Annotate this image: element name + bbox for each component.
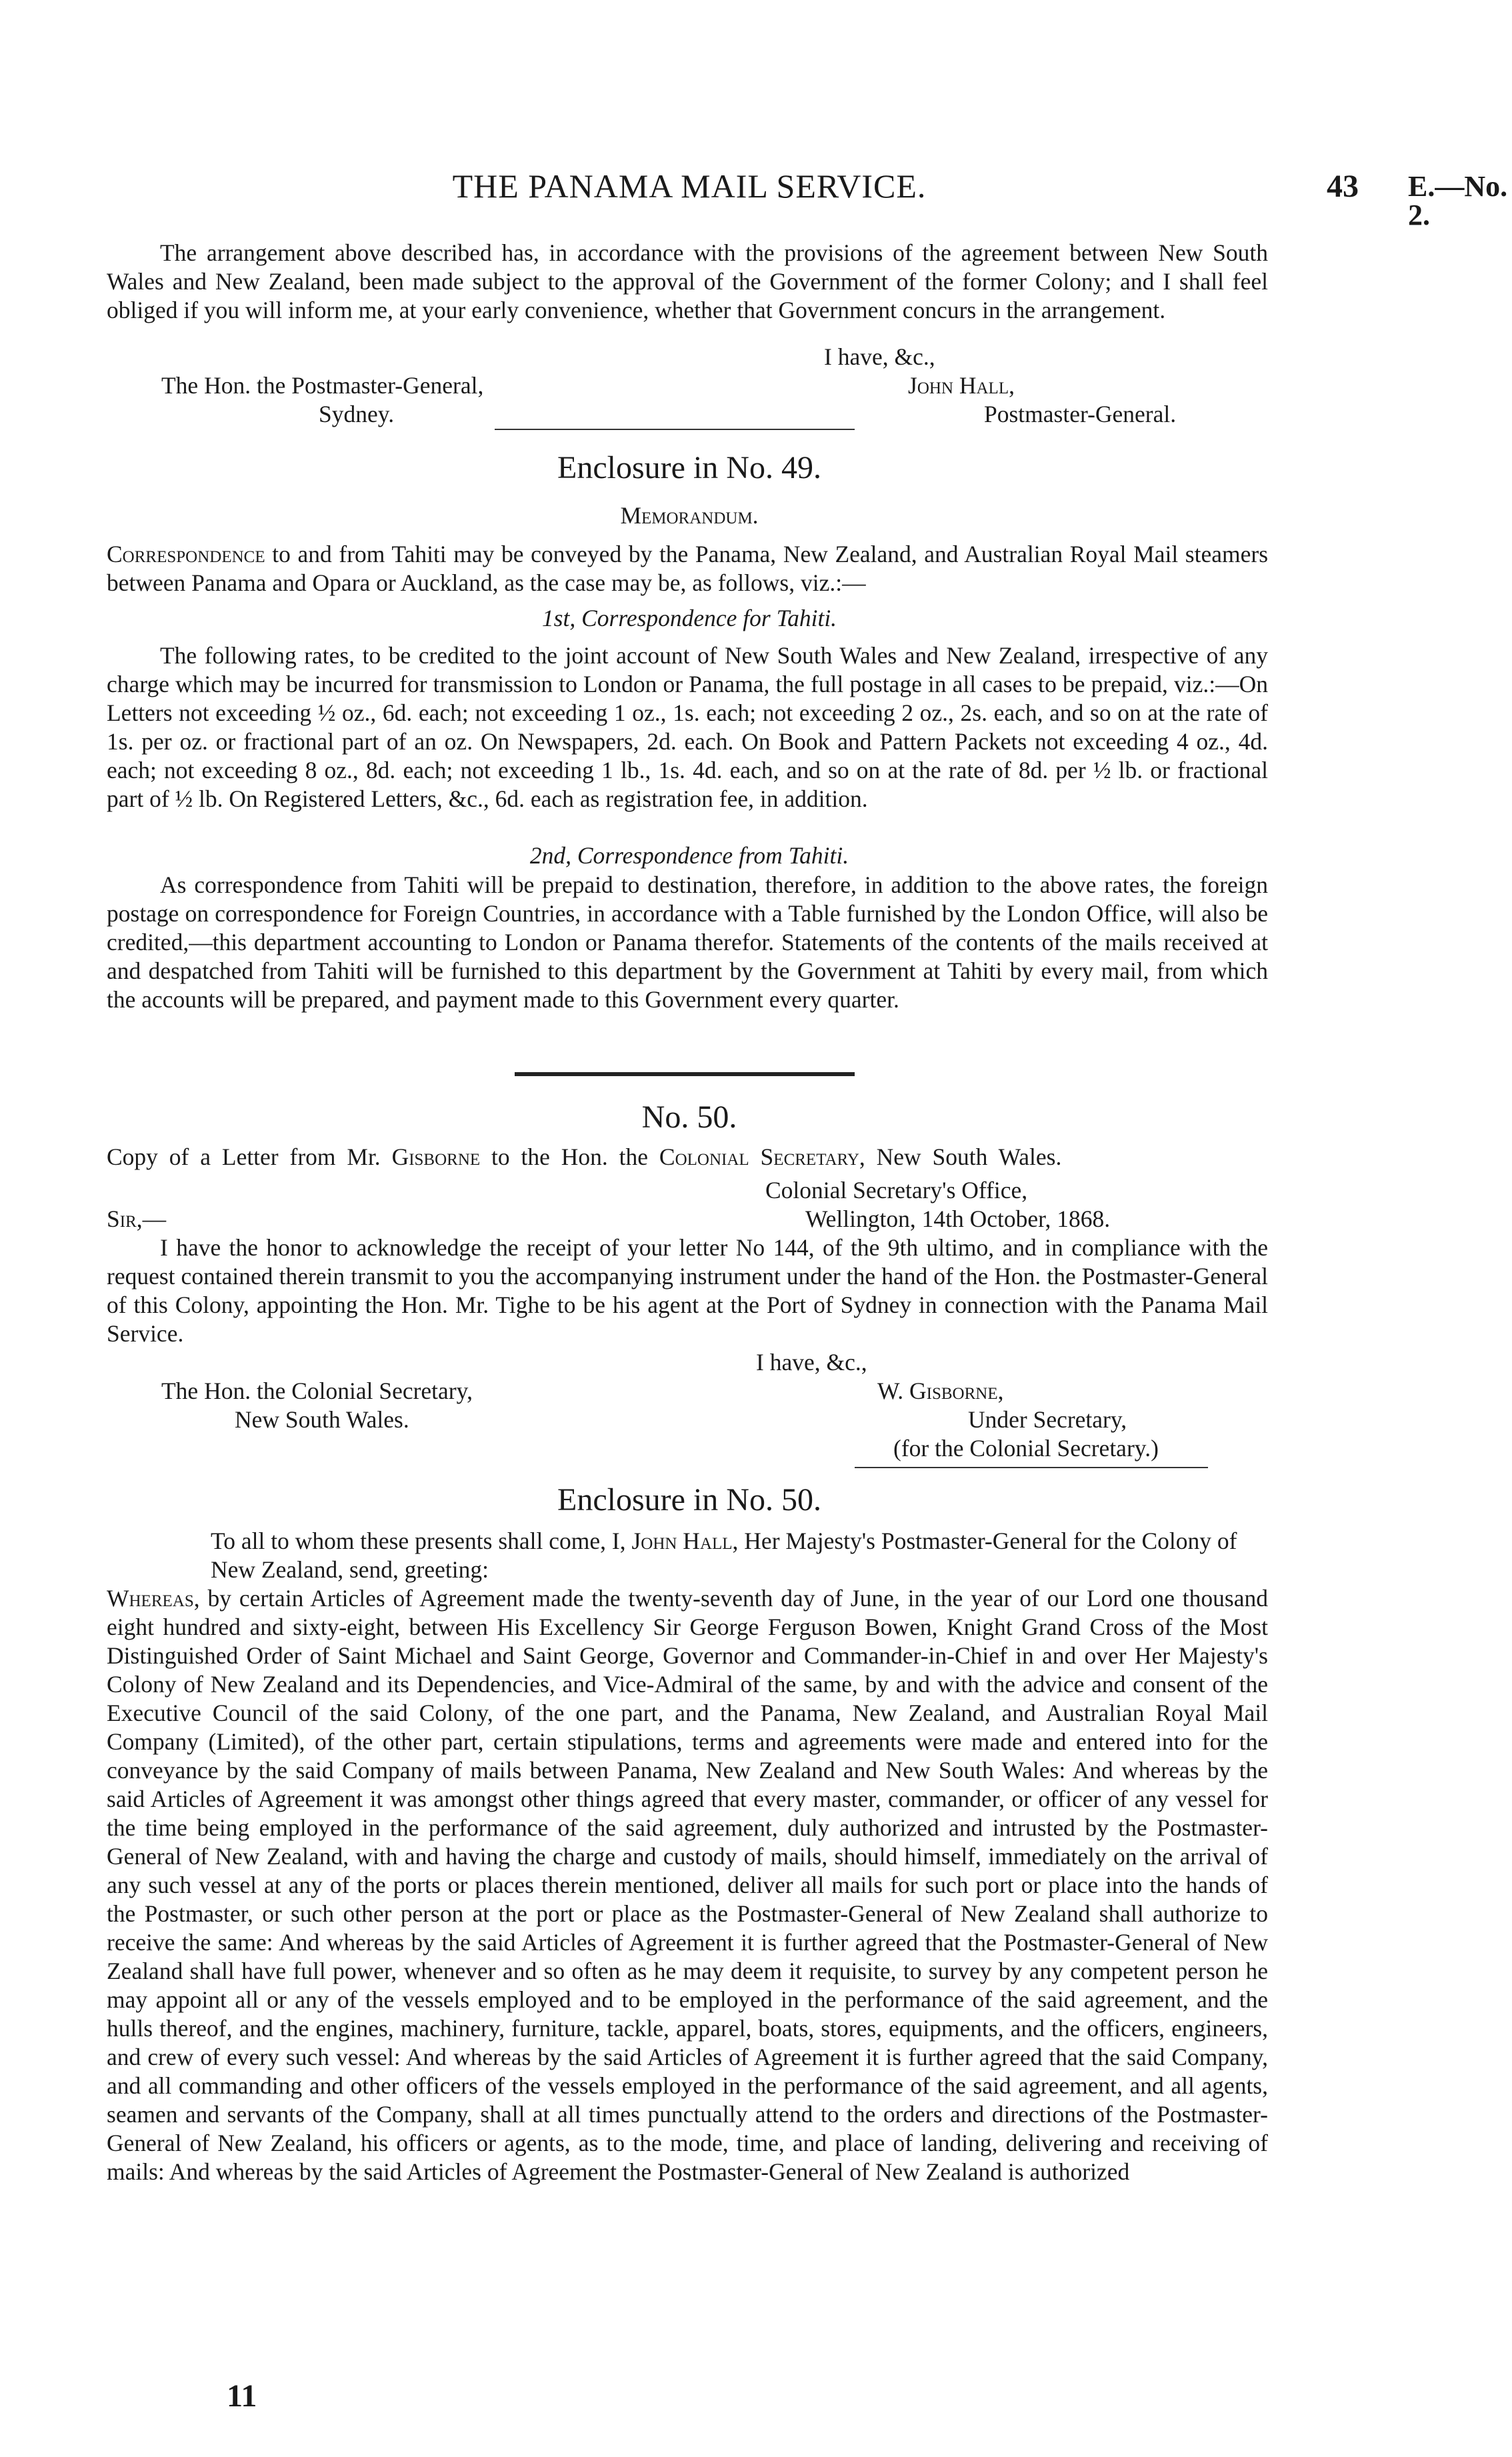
enclosure-49-rates — [107, 641, 1268, 813]
section-divider — [855, 1467, 1208, 1468]
letter-49-paragraph: The arrangement above described has, in accordance with the provisions of the agreement between New South Wales and New Zealand, been made subject to the approval of the Government of the former Colony; and I shall feel obliged if you will inform me, at your early convenience, whether that Government concurs in the arrangement. — [107, 239, 1268, 323]
no-50-title: No. 50. — [641, 1099, 737, 1135]
enclosure-49-intro — [107, 540, 1268, 597]
enclosure-49-paragraph-2: As correspondence from Tahiti will be prepaid to destination, therefore, in addition to the above rates, the foreign postage on correspondence for Foreign Countries, in accordance with a Table furnished by the London Office, will also be credited,—this department accounting to London or Panama therefor. Statements of the contents of the mails received at and despatched from Tahiti will be furnished to this department by the Government at Tahiti by every mail, from which the accounts will be prepared, and payment made to this Government every quarter. — [107, 871, 1268, 1013]
letter-49-addressee-line-2: Sydney. — [319, 401, 395, 427]
intro-part-1: To all to whom these presents shall come, I, — [211, 1528, 626, 1554]
letter-49-addressee-line-1: The Hon. the Postmaster-General, — [161, 372, 484, 399]
heavy-section-divider — [515, 1072, 855, 1076]
enclosure-49-from-tahiti — [107, 871, 1268, 1014]
enclosure-50-title: Enclosure in No. 50. — [557, 1482, 821, 1518]
no-50-signer-title: Under Secretary, — [968, 1406, 1127, 1433]
enclosure-50-lead-word: Whereas — [107, 1585, 194, 1612]
enclosure-49-lead-word: Correspondence — [107, 541, 265, 567]
no-50-closing: I have, &c., — [756, 1349, 867, 1376]
paper-reference: E.—No. 2. — [1408, 170, 1508, 231]
sheet-number: 11 — [227, 2378, 257, 2414]
copy-line-part-2: to the Hon. the — [491, 1143, 649, 1170]
no-50-copy-line — [107, 1143, 1268, 1171]
enclosure-49-intro-text: to and from Tahiti may be conveyed by the Panama, New Zealand, and Australian Royal Mail steamers between Panama and Opara or Auckland, as the case may be, as follows, viz.:— — [107, 541, 1269, 596]
enclosure-49-paragraph-1: The following rates, to be credited to the joint account of New South Wales and New Zealand, irrespective of any charge which may be incurred for transmission to London or Panama, the full postage in all cases to be prepaid, viz.:—On Letters not exceeding ½ oz., 6d. each; not exceeding 1 oz., 1s. each; not exceeding 2 oz., 2s. each, and so on at the rate of 1s. per oz. or fractional part of an oz. On Newspapers, 2d. each. On Book and Pattern Packets not exceeding 4 oz., 4d. each; not exceeding 8 oz., 8d. each; not exceeding 1 lb., 1s. 4d. each, and so on at the rate of 8d. per ½ lb. or fractional part of ½ lb. On Registered Letters, &c., 6d. each as registration fee, in addition. — [107, 642, 1268, 812]
letter-49-signer: John Hall, — [908, 372, 1015, 399]
no-50-signer: W. Gisborne, — [877, 1378, 1004, 1404]
no-50-paragraph: I have the honor to acknowledge the receipt of your letter No 144, of the 9th ultimo, and in compliance with the request contained therein transmit to you the accompanying instrument under the hand of the Hon. the Postmaster-General of this Colony, appointing the Hon. Mr. Tighe to be his agent at the Port of Sydney in connection with the Panama Mail Service. — [107, 1234, 1268, 1347]
intro-name: John Hall — [631, 1528, 733, 1554]
no-50-office: Colonial Secretary's Office, — [765, 1177, 1028, 1203]
no-50-signer-note: (for the Colonial Secretary.) — [893, 1435, 1159, 1462]
enclosure-49-heading-1: 1st, Correspondence for Tahiti. — [541, 605, 837, 631]
enclosure-49-heading-2: 2nd, Correspondence from Tahiti. — [529, 842, 849, 869]
copy-line-name: Gisborne — [391, 1143, 481, 1170]
running-header-title: THE PANAMA MAIL SERVICE. — [452, 167, 927, 205]
no-50-place-date: Wellington, 14th October, 1868. — [805, 1205, 1111, 1232]
copy-line-part-3: , New South Wales. — [859, 1143, 1062, 1170]
no-50-addressee-line-2: New South Wales. — [235, 1406, 409, 1433]
enclosure-50-intro — [211, 1527, 1268, 1584]
copy-line-office: Colonial Secretary — [659, 1143, 859, 1170]
no-50-addressee-line-1: The Hon. the Colonial Secretary, — [161, 1378, 473, 1404]
letter-49-signer-title: Postmaster-General. — [984, 401, 1177, 427]
enclosure-49-title: Enclosure in No. 49. — [557, 450, 821, 485]
page-number: 43 — [1327, 169, 1359, 204]
letter-49-closing: I have, &c., — [824, 343, 935, 370]
no-50-body — [107, 1234, 1268, 1348]
enclosure-49-subtitle: Memorandum. — [620, 502, 759, 529]
no-50-salutation: Sir,— — [107, 1205, 167, 1232]
copy-line-part-1: Copy of a Letter from Mr. — [107, 1143, 381, 1170]
enclosure-50-text: , by certain Articles of Agreement made the twenty-seventh day of June, in the year of our Lord one thousand eight hundred and sixty-eight, between His Excellency Sir George Ferguson Bowen, Knight Grand Cross of the Most Distinguished Order of Saint Michael and Saint George, Governor and Commander-in-Chief in and over Her Majesty's Colony of New Zealand and its Dependencies, and Vice-Admiral of the same, by and with the advice and consent of the Executive Council of the said Colony, of the one part, and the Panama, New Zealand, and Australian Royal Mail Company (Limited), of the other part, certain stipulations, terms and agreements were made and entered into for the conveyance by the said Company of mails between Panama, New Zealand and New South Wales: And whereas by the said Articles of Agreement it was amongst other things agreed that every master, commander, or officer of any vessel for the time being employed in the performance of the said agreement, duly authorized and intrusted by the Postmaster-General of New Zealand, with and having the charge and custody of mails, should himself, immediately on the arrival of any such vessel at any of the ports or places therein mentioned, deliver all mails for such port or place into the hands of the Postmaster, or such other person at the port or place as the Postmaster-General of New Zealand shall authorize to receive the same: And whereas by the said Articles of Agreement it is further agreed that the Postmaster-General of New Zealand shall have full power, whenever and so often as he may deem it requisite, to survey by any competent person he may appoint all or any of the vessels employed and to be employed in the performance of the said agreement, and the hulls thereof, and the engines, machinery, furniture, tackle, apparel, boats, stores, equipments, and the officers, engineers, and crew of every such vessel: And whereas by the said Articles of Agreement it is further agreed that the said Company, and all commanding and other officers of the vessels employed in the performance of the said agreement, and all agents, seamen and servants of the Company, shall at all times punctually attend to the orders and directions of the Postmaster-General of New Zealand, his officers or agents, as to the mode, time, and place of landing, delivering and receiving of mails: And whereas by the said Articles of Agreement the Postmaster-General of New Zealand is authorized — [107, 1585, 1268, 2185]
intro-part-2: , Her Majesty's Postmaster-General for the Colony of New Zealand, send, greeting: — [211, 1528, 1237, 1583]
enclosure-50-body — [107, 1584, 1268, 2186]
section-divider — [495, 429, 855, 430]
letter-49-body — [107, 239, 1268, 325]
